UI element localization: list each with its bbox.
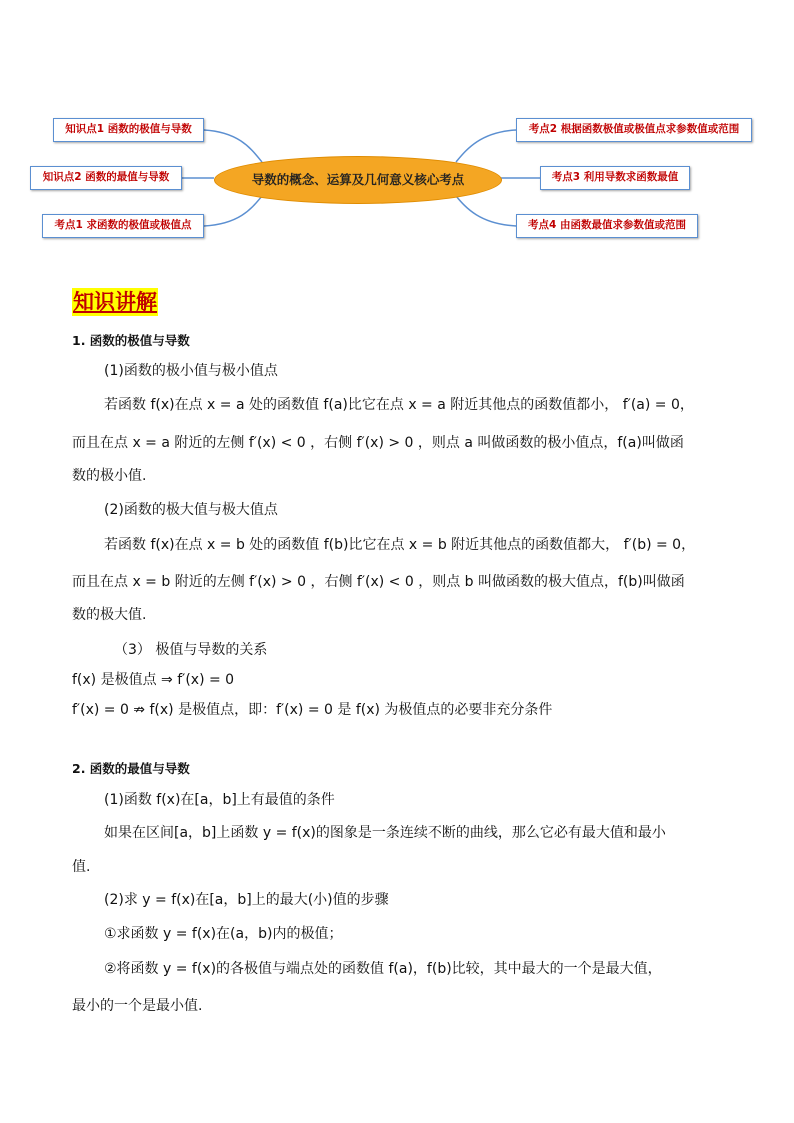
section1-p2-line1: 若函数 f(x)在点 x = b 处的函数值 f(b)比它在点 x = b 附近其他点的函数值都大， f′(b) = 0， (104, 537, 696, 553)
section1-p1-line3: 数的极小值. (72, 468, 147, 484)
section1-sub3: （3） 极值与导数的关系 (114, 642, 268, 658)
section1-p1-line2: 而且在点 x = a 附近的左侧 f′(x) < 0 ，右侧 f′(x) > 0 ，则点 a 叫做函数的极小值点，f(a)叫做函 (72, 435, 684, 451)
mindmap-node-left-1: 知识点1 函数的极值与导数 (53, 118, 204, 142)
section1-p2-line3: 数的极大值. (72, 607, 147, 623)
section1-p2-line2: 而且在点 x = b 附近的左侧 f′(x) > 0 ，右侧 f′(x) < 0 ，则点 b 叫做函数的极大值点，f(b)叫做函 (72, 574, 685, 590)
section2-step2-line2: 最小的一个是最小值. (72, 998, 203, 1014)
section2-title: 2. 函数的最值与导数 (72, 761, 190, 776)
mindmap-node-left-3: 考点1 求函数的极值或极值点 (42, 214, 204, 238)
mindmap-node-left-2: 知识点2 函数的最值与导数 (30, 166, 182, 190)
section2-step1: ①求函数 y = f(x)在(a，b)内的极值； (104, 926, 343, 942)
section1-sub1: (1)函数的极小值与极小值点 (104, 363, 278, 379)
mindmap-center-node: 导数的概念、运算及几何意义核心考点 (214, 156, 502, 204)
mindmap-node-right-1: 考点2 根据函数极值或极值点求参数值或范围 (516, 118, 752, 142)
section2-p1-line2: 值. (72, 859, 91, 875)
section2-sub1: (1)函数 f(x)在[a，b]上有最值的条件 (104, 792, 335, 808)
section1-title: 1. 函数的极值与导数 (72, 333, 190, 348)
connector-left-3 (204, 196, 262, 226)
connector-right-3 (456, 196, 516, 226)
section-heading: 知识讲解 (73, 290, 157, 314)
section1-p1-line1: 若函数 f(x)在点 x = a 处的函数值 f(a)比它在点 x = a 附近其他点的函数值都小， f′(a) = 0， (104, 397, 694, 413)
section2-p1-line1: 如果在区间[a，b]上函数 y = f(x)的图象是一条连续不断的曲线，那么它必有最大值和最小 (104, 825, 666, 841)
mindmap-node-right-2: 考点3 利用导数求函数最值 (540, 166, 690, 190)
section1-relation1: f(x) 是极值点 ⇒ f′(x) = 0 (72, 672, 235, 688)
mindmap-node-right-3: 考点4 由函数最值求参数值或范围 (516, 214, 698, 238)
section1-relation2: f′(x) = 0 ⇏ f(x) 是极值点，即：f′(x) = 0 是 f(x) 为极值点的必要非充分条件 (72, 702, 553, 718)
section1-sub2: (2)函数的极大值与极大值点 (104, 502, 278, 518)
section2-sub2: (2)求 y = f(x)在[a，b]上的最大(小)值的步骤 (104, 892, 389, 908)
connector-right-1 (456, 130, 516, 162)
connector-left-1 (204, 130, 262, 162)
section2-step2-line1: ②将函数 y = f(x)的各极值与端点处的函数值 f(a)，f(b)比较，其中最大的一个是最大值， (104, 961, 662, 977)
